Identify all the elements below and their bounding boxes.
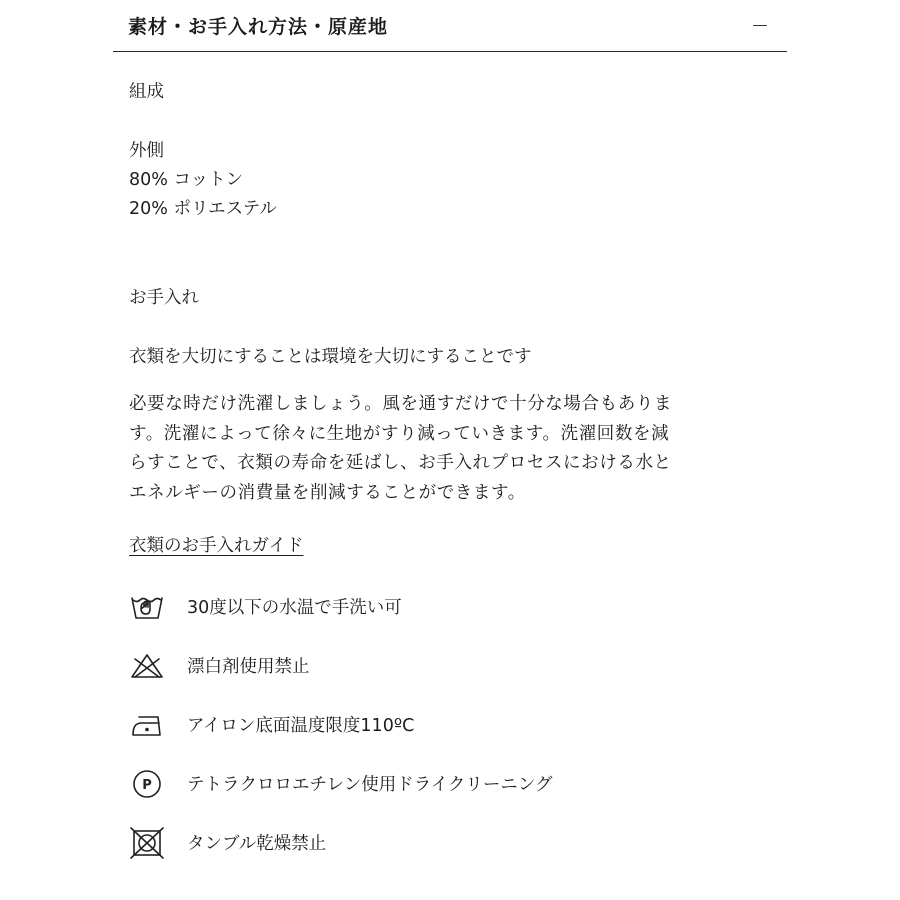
care-instruction-item <box>129 577 777 636</box>
accordion-header[interactable] <box>113 0 787 52</box>
care-instructions-list <box>129 577 777 872</box>
accordion-content <box>113 78 787 872</box>
outer-material-block <box>129 137 777 224</box>
no-bleach-icon <box>129 648 165 684</box>
materials-care-origin-panel <box>113 0 787 872</box>
care-instruction-item <box>129 813 777 872</box>
hand-wash-30-icon <box>129 589 165 625</box>
care-paragraph <box>129 390 777 508</box>
dry-clean-p-icon <box>129 766 165 802</box>
composition-label: 組成 <box>129 82 164 102</box>
care-instruction-item <box>129 754 777 813</box>
paragraph-line: エネルギーの消費量を削減することができます。 <box>129 482 526 503</box>
care-instruction-label: 30度以下の水温で手洗い可 <box>187 598 402 618</box>
care-instruction-label: アイロン底面温度限度110ºC <box>187 716 415 736</box>
paragraph-line: らすことで、衣類の寿命を延ばし、お手入れプロセスにおける水と <box>129 453 672 473</box>
care-heading: お手入れ <box>129 288 199 308</box>
care-instruction-label: テトラクロロエチレン使用ドライクリーニング <box>187 775 553 795</box>
care-tagline: 衣類を大切にすることは環境を大切にすることです <box>129 347 532 367</box>
no-tumble-dry-icon <box>129 825 165 861</box>
care-instruction-label: 漂白剤使用禁止 <box>187 657 310 677</box>
care-instruction-item <box>129 636 777 695</box>
iron-low-icon <box>129 707 165 743</box>
material-line: 80% コットン <box>129 170 244 190</box>
care-instruction-item <box>129 695 777 754</box>
care-instruction-label: タンブル乾燥禁止 <box>187 834 327 854</box>
section-title: 素材・お手入れ方法・原産地 <box>128 16 389 38</box>
minus-icon[interactable] <box>753 25 767 27</box>
material-line: 20% ポリエステル <box>129 199 277 219</box>
care-guide-link[interactable]: 衣類のお手入れガイド <box>129 536 304 556</box>
outer-label: 外側 <box>129 141 164 161</box>
paragraph-line: す。洗濯によって徐々に生地がすり減っていきます。洗濯回数を減 <box>129 423 670 444</box>
svg-text:P: P <box>142 777 152 793</box>
paragraph-line: 必要な時だけ洗濯しましょう。風を通すだけで十分な場合もありま <box>129 394 672 414</box>
